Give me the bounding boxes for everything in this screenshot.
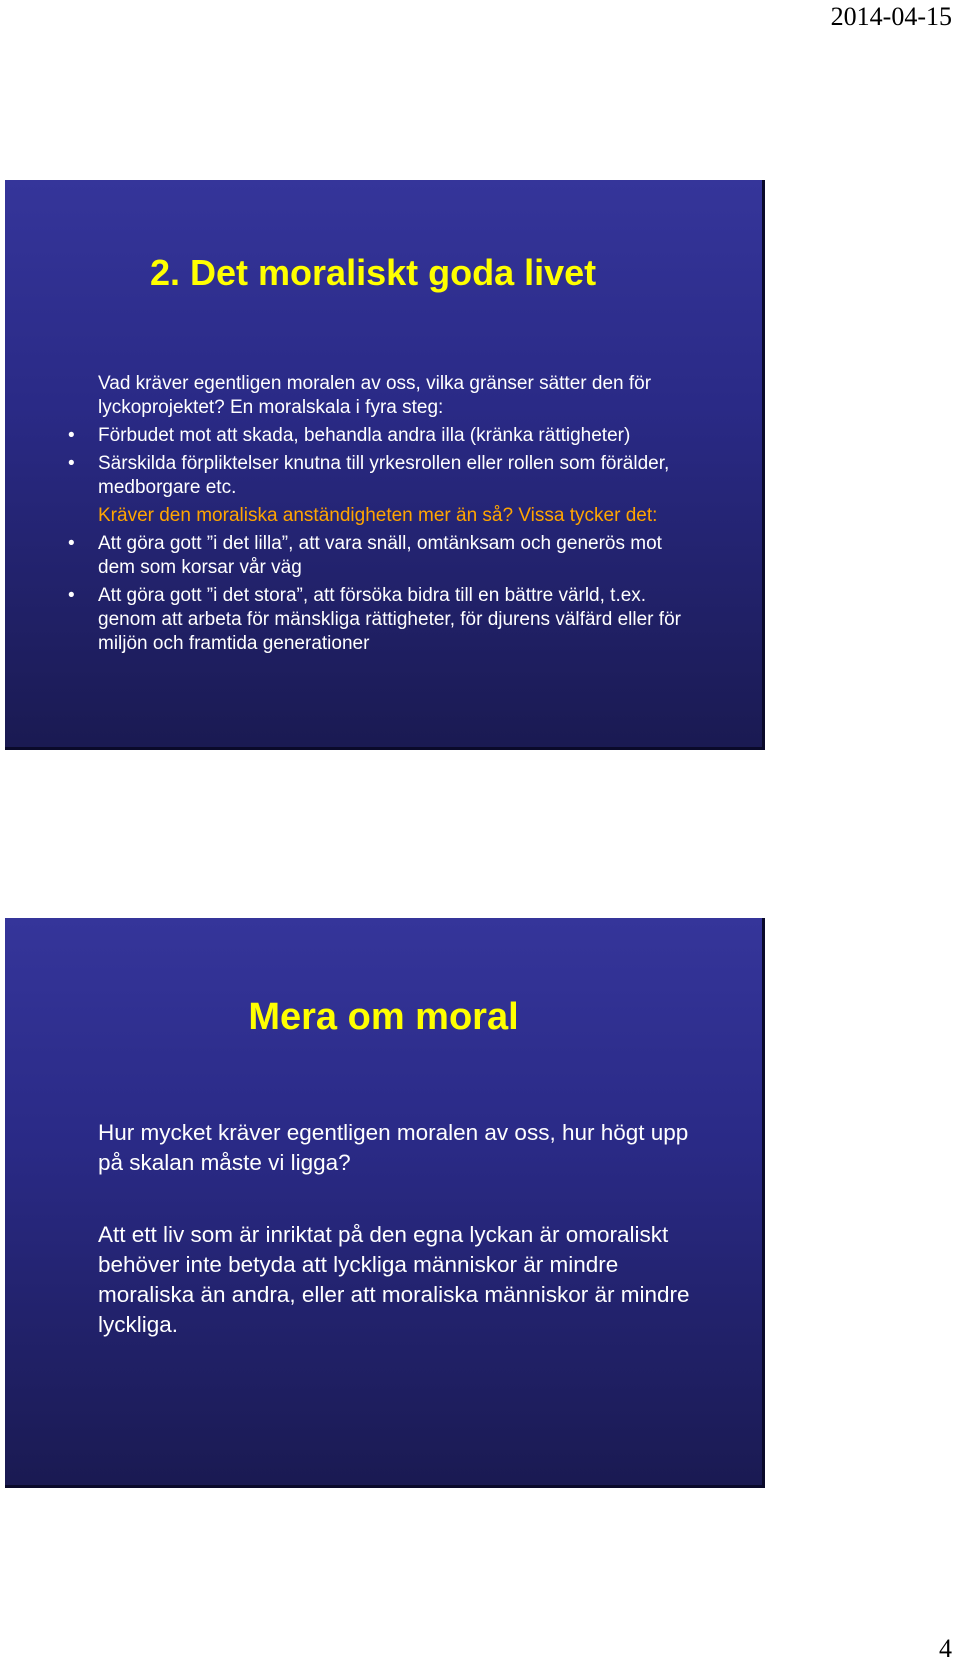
page-number: 4 (939, 1634, 952, 1663)
slide-1-intro: Vad kräver egentligen moralen av oss, vilka gränser sätter den för lyckoprojektet? En moralskala i fyra steg: (98, 373, 652, 418)
question-highlight: Kräver den moraliska anständigheten mer än så? (98, 505, 514, 526)
slide-1-title: 2. Det moraliskt goda livet (150, 252, 597, 293)
slide-1 (5, 180, 765, 750)
slide-2-paragraph: Hur mycket kräver egentligen moralen av oss, hur högt upp på skalan måste vi ligga? (98, 1120, 689, 1175)
bullet-item: • Särskilda förpliktelser knutna till yrkesrollen eller rollen som förälder, medborgare etc. (98, 452, 698, 500)
page-date: 2014-04-15 (830, 2, 952, 31)
question-rest: Vissa tycker det: (513, 505, 658, 526)
slide-1-body (98, 372, 698, 660)
slide-2-title: Mera om moral (248, 996, 519, 1038)
bullet-item: • Förbudet mot att skada, behandla andra illa (kränka rättigheter) (98, 424, 698, 448)
slide-2 (5, 918, 765, 1488)
slide-2-paragraph: Att ett liv som är inriktat på den egna lyckan är omoraliskt behöver inte betyda att lyckliga människor är mindre moraliska än andra, eller att moraliska människor är mindre lyckliga. (98, 1222, 690, 1337)
slide-1-question (98, 504, 698, 528)
slide-2-body (98, 1118, 698, 1382)
bullet-item: • Att göra gott ”i det stora”, att försöka bidra till en bättre värld, t.ex. genom att arbeta för mänskliga rättigheter, för djurens välfärd eller för miljön och framtida generationer (98, 584, 698, 656)
bullet-item: • Att göra gott ”i det lilla”, att vara snäll, omtänksam och generös mot dem som korsar vår väg (98, 532, 698, 580)
